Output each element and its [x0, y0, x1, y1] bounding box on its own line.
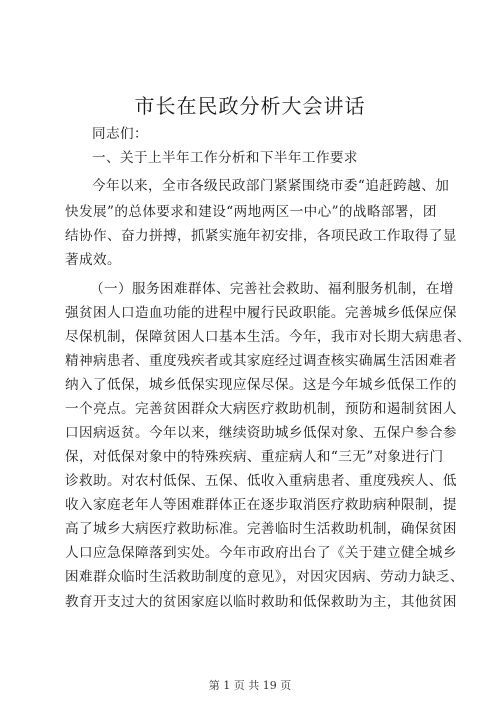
paragraph-line: 今年以来，全市各级民政部门紧紧围绕市委“追赶跨越、加 — [92, 178, 450, 194]
paragraph-line: 诊救助。对农村低保、五保、低收入重病患者、重度残疾人、低 — [65, 473, 457, 489]
paragraph-line: 尽保机制，保障贫困人口基本生活。今年，我市对长期大病患者、 — [65, 329, 471, 345]
salutation: 同志们： — [92, 126, 148, 142]
paragraph-line: 纳入了低保，城乡低保实现应保尽保。这是今年城乡低保工作的 — [65, 377, 457, 393]
paragraph-line: 结协作、奋力拼搏，抓紧实施年初安排，各项民政工作取得了显 — [65, 228, 457, 244]
page-footer: 第 1 页 共 19 页 — [208, 679, 292, 692]
paragraph-line: 教育开支过大的贫困家庭以临时救助和低保救助为主，其他贫困 — [65, 594, 457, 610]
paragraph-line: 一个亮点。完善贫困群众大病医疗救助机制，预防和遏制贫困人 — [65, 401, 457, 417]
paragraph-line: 快发展”的总体要求和建设“两地两区一中心”的战略部署，团 — [65, 204, 437, 220]
paragraph-line: 人口应急保障落到实处。今年市政府出台了《关于建立健全城乡 — [65, 545, 457, 561]
paragraph-line: 高了城乡大病医疗救助标准。完善临时生活救助机制，确保贫困 — [65, 521, 457, 537]
paragraph-line: 著成效。 — [65, 252, 121, 268]
paragraph-line: 口因病返贫。今年以来，继续资助城乡低保对象、五保户参合参 — [65, 425, 457, 441]
paragraph-line: 保，对低保对象中的特殊疾病、重症病人和“三无”对象进行门 — [65, 449, 444, 465]
paragraph-line: 强贫困人口造血功能的进程中履行民政职能。完善城乡低保应保 — [65, 305, 457, 321]
paragraph-line: 困难群众临时生活救助制度的意见》，对因灾因病、劳动力缺乏、 — [65, 569, 465, 585]
paragraph-line: 收入家庭老年人等困难群体正在逐步取消医疗救助病种限制，提 — [65, 497, 457, 513]
paragraph-line: 精神病患者、重度残疾者或其家庭经过调查核实确属生活困难者 — [65, 353, 457, 369]
paragraph-line: （一）服务困难群体、完善社会救助、福利服务机制，在增 — [90, 281, 454, 297]
document-title: 市长在民政分析大会讲话 — [134, 94, 366, 118]
section-heading: 一、关于上半年工作分析和下半年工作要求 — [92, 150, 358, 166]
